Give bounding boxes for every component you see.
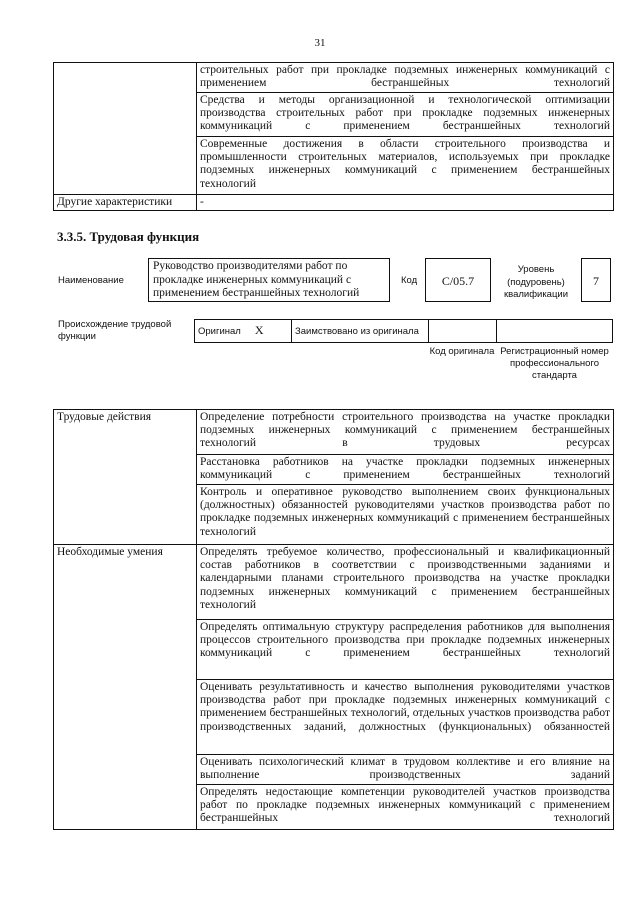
top-table-row-1: строительных работ при прокладке подземных инженерных коммуникаций с применением бестраншейных технологий	[197, 63, 614, 93]
page-number: 31	[314, 37, 326, 49]
skill-5: Определять недостающие компетенции руководителей участков производства работ по прокладке подземных инженерных коммуникаций с применением бестраншейных технологий	[197, 785, 614, 830]
skill-4: Оценивать психологический климат в трудовом коллективе и его влияние на выполнение производственных заданий	[197, 755, 614, 785]
code-value-box: C/05.7	[425, 258, 491, 302]
labor-action-1: Определение потребности строительного производства на участке прокладки подземных инженерных коммуникаций с применением бестраншейных технологий в трудовых ресурсах	[197, 410, 614, 455]
top-table-empty-label	[54, 63, 197, 195]
labor-action-2: Расстановка работников на участке прокладки подземных инженерных коммуникаций с применением бестраншейных технологий	[197, 455, 614, 485]
labor-action-3: Контроль и оперативное руководство выполнением своих функциональных (должностных) обязанностей руководителями участков производства работ по прокладке подземных инженерных коммуникаций с применением бестраншейных технологий	[197, 485, 614, 545]
other-characteristics-value: -	[197, 195, 614, 211]
name-label: Наименование	[58, 275, 124, 286]
section-title: 3.3.5. Трудовая функция	[57, 229, 200, 244]
top-table-row-3: Современные достижения в области строительного производства и промышленности строительных материалов, используемых при прокладке подземных инженерных коммуникаций с применением бестраншейных технологий	[197, 137, 614, 195]
code-label: Код	[401, 275, 418, 286]
top-table-row-2: Средства и методы организационной и технологической оптимизации производства строительных работ при прокладке подземных инженерных коммуникаций с применением бестраншейных технологий	[197, 93, 614, 137]
top-table	[53, 62, 614, 211]
original-label: Оригинал	[198, 326, 241, 337]
qualification-level-box: 7	[581, 258, 611, 302]
origin-label: Происхождение трудовой функции	[58, 319, 172, 342]
borrowed-label: Заимствовано из оригинала	[292, 320, 429, 343]
origin-table	[194, 319, 613, 343]
function-name-box: Руководство производителями работ по прокладке инженерных коммуникаций с применением бестраншейных технологий	[148, 258, 390, 302]
qualification-level-label: Уровень (подуровень) квалификации	[503, 264, 569, 300]
skill-3: Оценивать результативность и качество выполнения руководителями участков производства работ при прокладке подземных инженерных коммуникаций с применением бестраншейных технологий, отдельных участков производства работ производственных заданий, должностных (функциональных) обязанностей	[197, 680, 614, 755]
original-x-mark: X	[254, 323, 264, 337]
original-code-cell	[429, 320, 497, 343]
skills-label: Необходимые умения	[54, 545, 197, 830]
code-caption: Код оригинала	[429, 346, 495, 357]
original-cell	[195, 320, 292, 343]
reg-caption: Регистрационный номер профессионального стандарта	[500, 346, 609, 381]
skill-2: Определять оптимальную структуру распределения работников для выполнения процессов строительного производства при прокладке подземных инженерных коммуникаций с применением бестраншейных технологий	[197, 620, 614, 680]
main-table	[53, 409, 614, 830]
reg-number-cell	[497, 320, 613, 343]
labor-actions-label: Трудовые действия	[54, 410, 197, 545]
skill-1: Определять требуемое количество, профессиональный и квалификационный состав работников в соответствии с производственными заданиями и календарными планами строительного производства на участке прокладки подземных инженерных коммуникаций с применением бестраншейных технологий	[197, 545, 614, 620]
other-characteristics-label: Другие характеристики	[54, 195, 197, 211]
